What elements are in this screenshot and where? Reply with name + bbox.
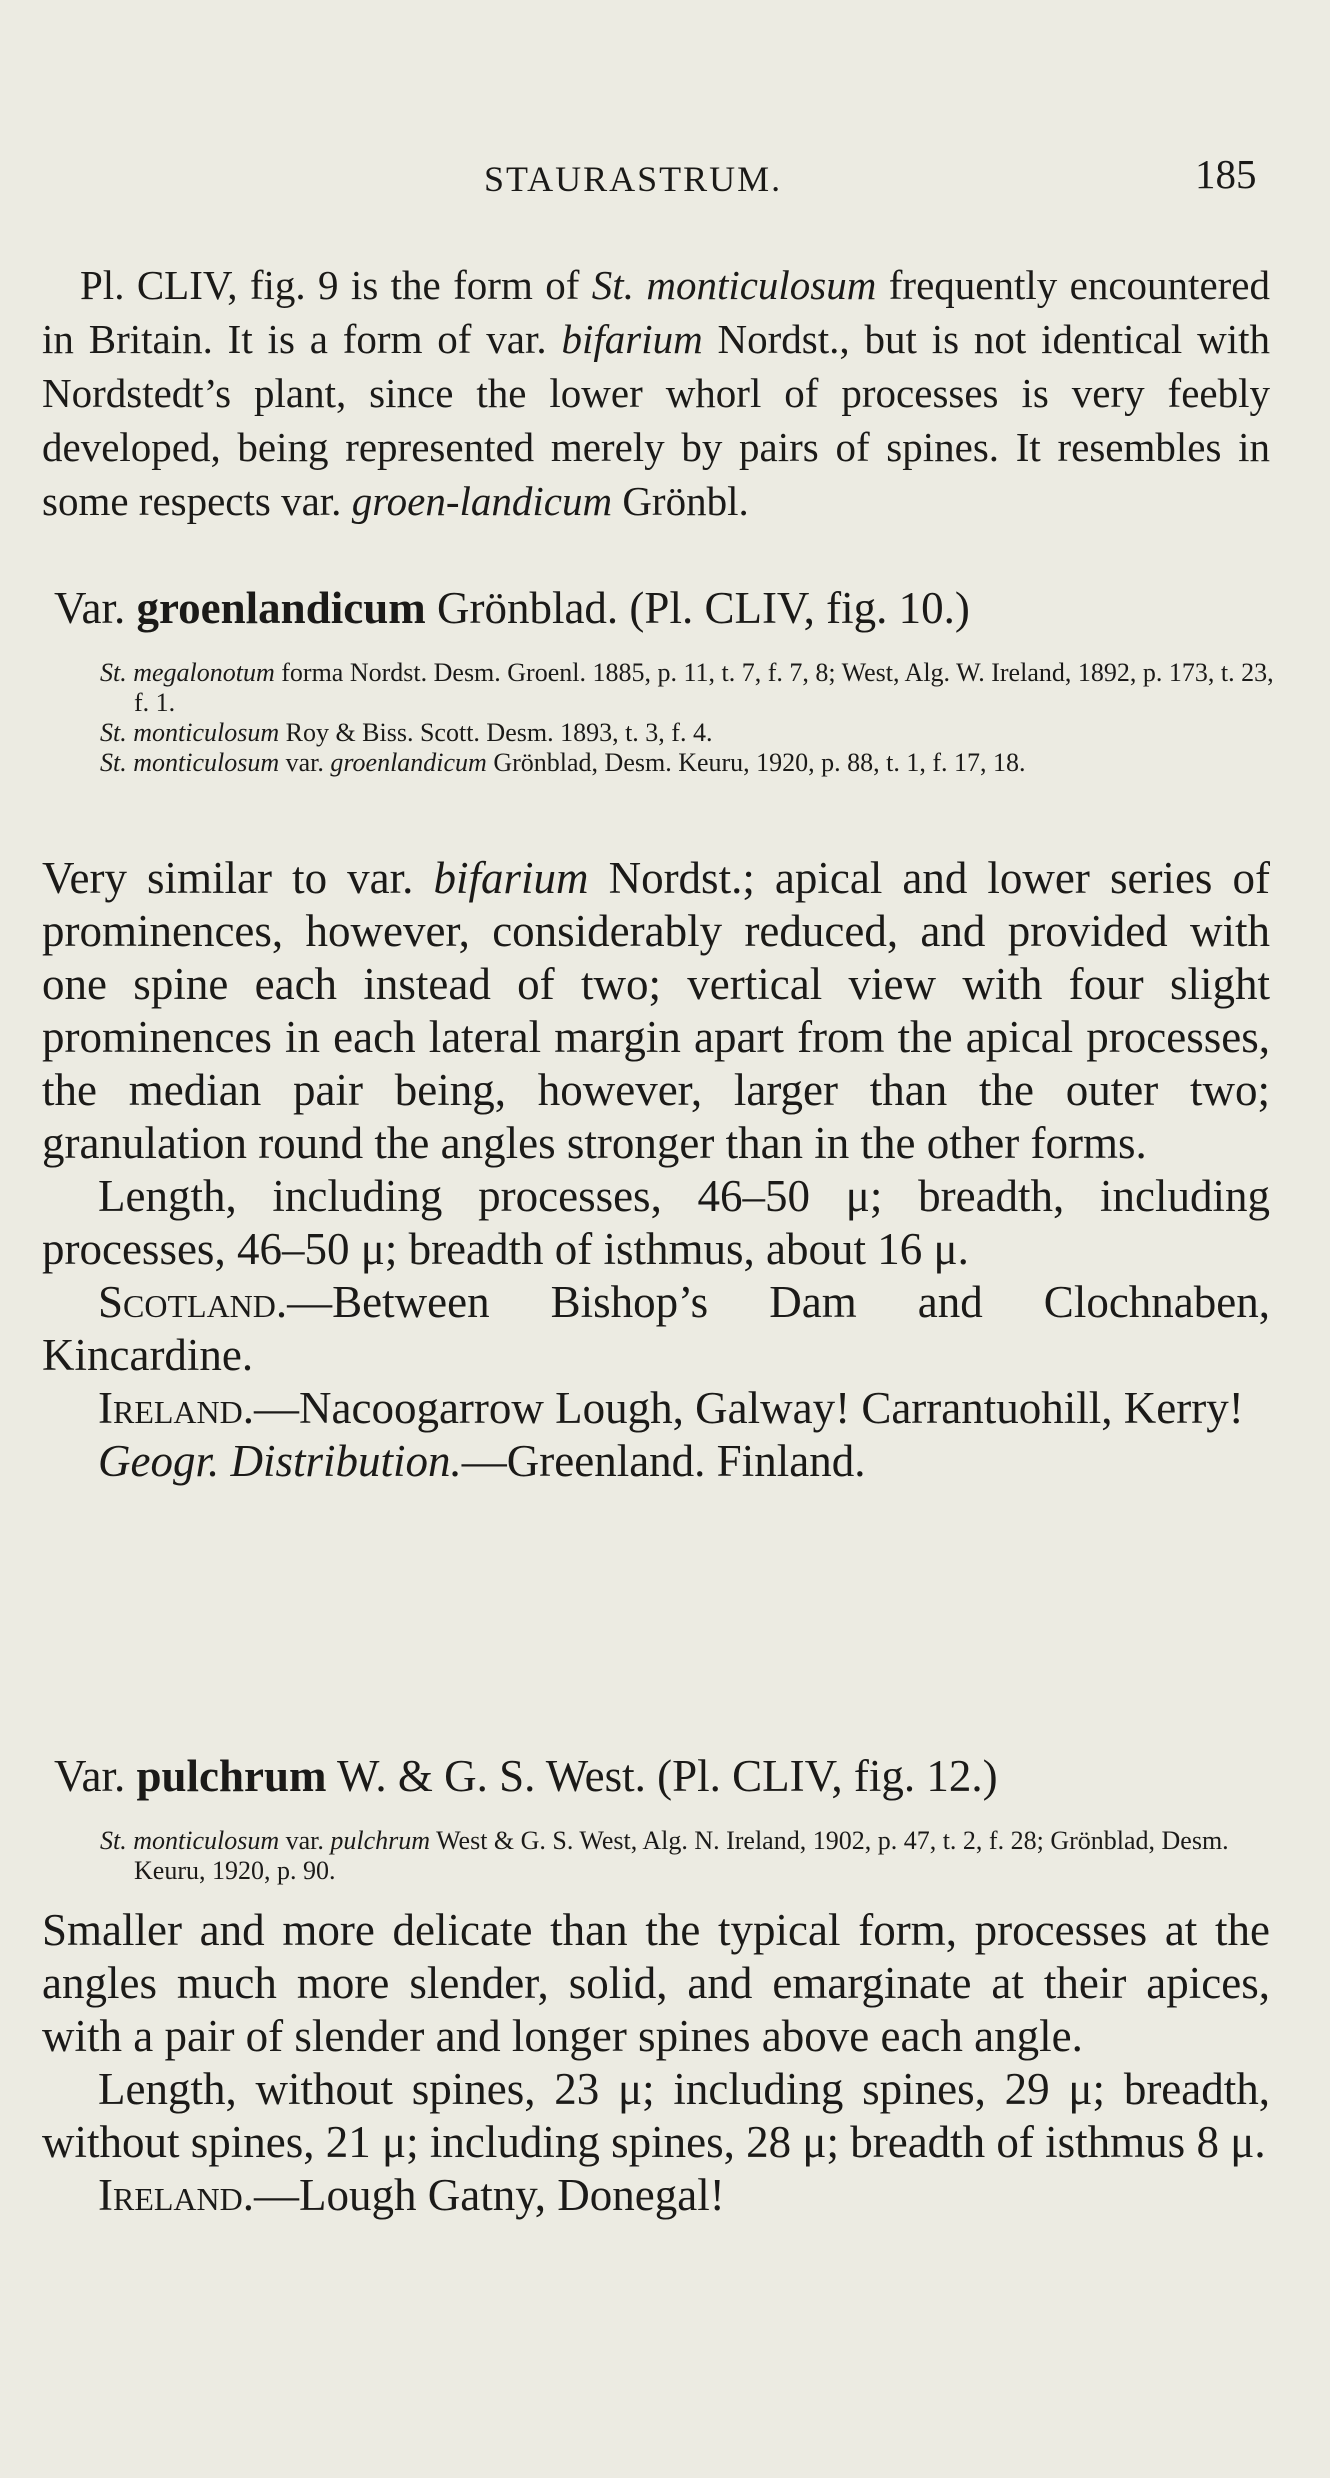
citation: St. monticulosum var. pulchrum West & G. S. West, Alg. N. Ireland, 1902, p. 47, t. 2, f. 28; Grönblad, Desm. Keuru, 1920, p. 90. [100,1826,1229,1885]
citations-groenlandicum [100,658,1280,778]
citation: St. monticulosum Roy & Biss. Scott. Desm. 1893, t. 3, f. 4. [100,718,713,747]
citation: St. megalonotum forma Nordst. Desm. Groenl. 1885, p. 11, t. 7, f. 7, 8; West, Alg. W. Ireland, 1892, p. 173, t. 23, f. 1. [100,658,1274,717]
citations-pulchrum [100,1826,1280,1886]
variety-name: groenlandicum [136,583,426,633]
page-header [0,150,1330,200]
variety-heading-pulchrum: Var. pulchrum W. & G. S. West. (Pl. CLIV, fig. 12.) [54,1751,998,1801]
intro-paragraph: Pl. CLIV, fig. 9 is the form of St. monticulosum frequently encountered in Britain. It is a form of var. bifarium Nordst., but is not identical with Nordstedt’s plant, since the lower whorl of processes is very feebly developed, being represented merely by pairs of spines. It resembles in some respects var. groen-landicum Grönbl. [42,262,1270,524]
taxon-name: St. monticulosum [591,262,877,308]
running-title: STAURASTRUM. [484,159,783,199]
locality-ireland: Ireland.—Lough Gatny, Donegal! [98,2170,725,2220]
measurements: Length, including processes, 46–50 μ; breadth, including processes, 46–50 μ; breadth of isthmus, about 16 μ. [42,1171,1270,1274]
taxon-name: bifarium [561,316,703,362]
description-pulchrum [42,1904,1270,2222]
description-groenlandicum [42,852,1270,1488]
measurements: Length, without spines, 23 μ; including spines, 29 μ; breadth, without spines, 21 μ; including spines, 28 μ; breadth of isthmus 8 μ. [42,2064,1270,2167]
locality-ireland: Ireland.—Nacoogarrow Lough, Galway! Carrantuohill, Kerry! [98,1383,1244,1433]
geographic-distribution: Geogr. Distribution.—Greenland. Finland. [98,1436,866,1486]
citation: St. monticulosum var. groenlandicum Grönblad, Desm. Keuru, 1920, p. 88, t. 1, f. 17, 18. [100,748,1026,777]
locality-scotland: Scotland.—Between Bishop’s Dam and Clochnaben, Kincardine. [42,1277,1270,1380]
variety-heading-groenlandicum: Var. groenlandicum Grönblad. (Pl. CLIV, fig. 10.) [54,583,970,633]
description: Very similar to var. bifarium Nordst.; apical and lower series of prominences, however, considerably reduced, and provided with one spine each instead of two; vertical view with four slight prominences in each lateral margin apart from the apical processes, the median pair being, however, larger than the outer two; granulation round the angles stronger than in the other forms. [42,853,1270,1168]
description: Smaller and more delicate than the typical form, processes at the angles much more slender, solid, and emarginate at their apices, with a pair of slender and longer spines above each angle. [42,1905,1270,2061]
variety-name: pulchrum [136,1751,327,1801]
taxon-name: groen-landicum [351,478,613,524]
page-number: 185 [1195,151,1257,197]
